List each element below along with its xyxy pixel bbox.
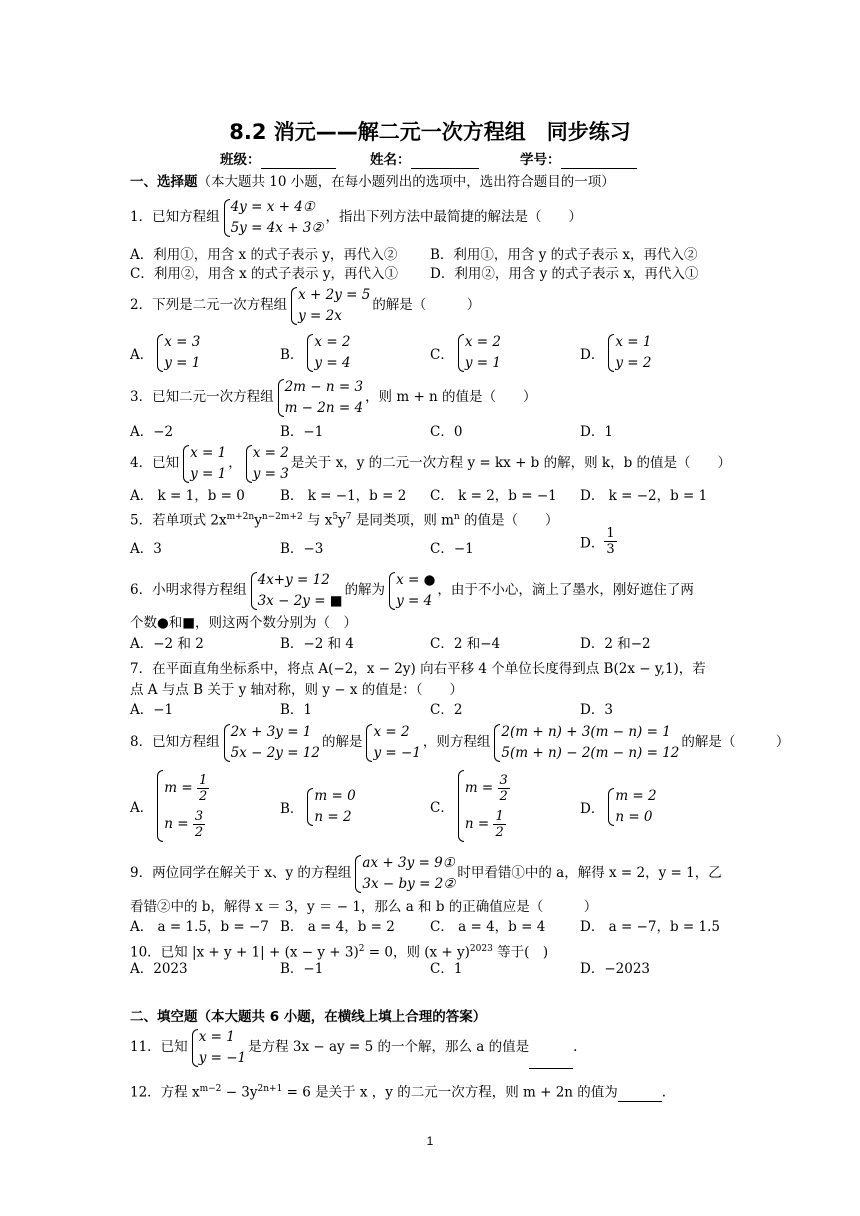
q8-system-1: 2x + 3y = 1 5x − 2y = 12 [222,722,320,764]
q7-option-a[interactable]: A．−1 [130,702,174,718]
q1-tail: ，指出下列方法中最简捷的解法是（ ） [325,209,582,225]
q10-option-c[interactable]: C．1 [430,961,463,977]
q3-option-a[interactable]: A．−2 [130,424,174,440]
q2-option-a[interactable]: A． x = 3 y = 1 [130,332,202,374]
q3-option-b[interactable]: B．−1 [280,424,324,440]
q7-option-c[interactable]: C．2 [430,702,463,718]
q6-line2: 个数●和■，则这两个数分别为（ ） [130,615,358,631]
q2-tail: 的解是（ ） [372,297,481,313]
q6-stem: 6．小明求得方程组 4x+y = 12 3x − 2y = ■ 的解为 x = ● y = 4 ，由于不小心，滴上了墨水，刚好遮住了两 [130,567,694,613]
section1-desc: （本大题共 10 小题，在每小题列出的选项中，选出符合题目的一项） [197,174,615,190]
q3-stem [130,376,537,419]
q7-line2: 点 A 与点 B 关于 y 轴对称，则 y − x 的值是：（ ） [130,682,464,698]
q4-tail: 是关于 x，y 的二元一次方程 y = kx + b 的解，则 k，b 的值是（ ） [290,455,732,471]
name-label: 姓名： [370,152,411,168]
q4-option-b[interactable]: B． k = −1，b = 2 [280,488,407,504]
id-label: 学号： [520,152,561,168]
q2-system [289,285,370,327]
section1-header [130,173,615,191]
class-blank[interactable] [261,154,336,169]
q5-option-b[interactable]: B．−3 [280,541,324,557]
q1-option-a[interactable]: A．利用①，用含 x 的式子表示 y，再代入② [130,247,398,263]
q1-eq2: 5y = 4x + 3② [230,219,324,236]
q12-answer-blank[interactable] [618,1087,662,1102]
q9-system: ax + 3y = 9① 3x − by = 2② [353,853,455,895]
q5-stem: 5．若单项式 $2x^{m+2n}y^{n-2m+2}$ 与 $x^5y^7$ 是同类项，则 $m^n$ 的值是（ ） [130,512,559,529]
q4-stem: 4．已知 x = 1 y = 1 ， x = 2 y = 3 是关于 x，y 的二元一次方程 y = kx + b 的解，则 k，b 的值是（ ） [130,442,731,485]
student-id-field [520,151,637,169]
q6-option-d[interactable]: D．2 和−2 [580,636,651,652]
q8-option-a[interactable]: A． m = $\frac{1}{2}$ n = $\frac{3}{2}$ [130,768,211,844]
q4-system-1: x = 1 y = 1 [181,443,226,485]
q1-system [222,197,324,239]
q4-system-2: x = 2 y = 3 [244,443,289,485]
q1-text: 1．已知方程组 [130,209,220,225]
q8-system-2: x = 2 y = −1 [364,722,420,764]
q5-option-a[interactable]: A．3 [130,541,162,557]
q9-line2: 看错②中的 b，解得 x ＝ 3，y ＝ − 1，那么 a 和 b 的正确值应是（ ） [130,899,598,915]
q3-option-d[interactable]: D．1 [580,424,613,440]
q9-option-b[interactable]: B． a = 4，b = 2 [280,919,395,935]
page-title: 8.2 消元——解二元一次方程组 同步练习 [229,120,631,144]
class-label: 班级： [220,152,261,168]
q9-option-c[interactable]: C． a = 4，b = 4 [430,919,546,935]
q10-stem: 10．已知 $|x + y + 1| + (x - y + 3)^2 = 0$，则 $(x + y)^{2023}$ 等于( ) [130,944,549,961]
q1-option-b[interactable]: B．利用①，用含 y 的式子表示 x，再代入② [430,247,698,263]
section2-heading: 二、填空题（本大题共 6 小题，在横线上填上合理的答案） [130,1009,487,1025]
q8-stem: 8．已知方程组 2x + 3y = 1 5x − 2y = 12 的解是 x = 2 y = −1 ，则方程组 2(m + n) + 3(m − n) = 1 5(m + n) − 2(m − n) = 12 的解是（ ） [130,721,789,764]
q3-eq2: m − 2n = 4 [284,399,364,416]
name-field [370,151,479,169]
q8-option-b[interactable]: B． m = 0 n = 2 [280,786,358,828]
q10-option-b[interactable]: B．−1 [280,961,324,977]
q2-text: 2．下列是二元一次方程组 [130,297,288,313]
q3-text: 3．已知二元一次方程组 [130,389,274,405]
page-number: 1 [426,1134,434,1148]
q5-option-c[interactable]: C．−1 [430,541,474,557]
name-blank[interactable] [411,154,479,169]
q2-option-b[interactable]: B． x = 2 y = 4 [280,332,353,374]
q4-option-d[interactable]: D． k = −2，b = 1 [580,488,708,504]
q7-option-d[interactable]: D．3 [580,702,613,718]
q7-line1: 7．在平面直角坐标系中，将点 A(−2，x − 2y) 向右平移 4 个单位长度得到点 B(2x − y,1)，若 [130,661,706,677]
section1-heading: 一、选择题 [130,174,198,190]
q2-stem [130,284,480,327]
class-field [220,151,336,169]
q3-option-c[interactable]: C．0 [430,424,463,440]
q4-option-a[interactable]: A． k = 1，b = 0 [130,488,245,504]
id-blank[interactable] [561,154,637,169]
q6-solution: x = ● y = 4 [387,570,435,612]
q9-option-a[interactable]: A． a = 1.5，b = −7 [130,919,269,935]
q4-option-c[interactable]: C． k = 2，b = −1 [430,488,557,504]
q11-stem: 11．已知 x = 1 y = −1 是方程 3x − ay = 5 的一个解，那么 a 的值是 . [130,1026,577,1069]
q2-eq2: y = 2x [298,307,342,324]
q2-eq1: x + 2y = 5 [298,286,371,303]
q10-option-a[interactable]: A．2023 [130,961,188,977]
q11-system: x = 1 y = −1 [190,1027,246,1069]
q10-option-d[interactable]: D．−2023 [580,961,650,977]
q4-text: 4．已知 [130,455,180,471]
q6-option-b[interactable]: B．−2 和 4 [280,636,354,652]
q5-option-d[interactable]: D． $\frac{1}{3}$ [580,526,615,557]
q6-option-a[interactable]: A．−2 和 2 [130,636,204,652]
q9-option-d[interactable]: D． a = −7，b = 1.5 [580,919,720,935]
q1-stem [130,196,582,239]
q8-option-d[interactable]: D． m = 2 n = 0 [580,786,659,828]
q1-eq1: 4y = x + 4① [230,198,315,215]
q12-stem: 12．方程 $x^{m-2} - 3y^{2n+1} = 6$ 是关于 x ，y 的二元一次方程，则 m + 2n 的值为 . [130,1084,667,1101]
q3-eq1: 2m − n = 3 [284,378,364,395]
q1-option-d[interactable]: D．利用②，用含 y 的式子表示 x，再代入① [430,266,699,282]
q11-answer-blank[interactable] [529,1054,573,1069]
q9-stem: 9．两位同学在解关于 x、y 的方程组 ax + 3y = 9① 3x − by = 2② 时甲看错①中的 a，解得 x = 2，y = 1，乙 [130,852,722,895]
q8-system-3: 2(m + n) + 3(m − n) = 1 5(m + n) − 2(m − n) = 12 [492,722,679,764]
q1-option-c[interactable]: C．利用②，用含 x 的式子表示 y，再代入① [130,266,398,282]
q6-option-c[interactable]: C．2 和−4 [430,636,501,652]
q3-tail: ，则 m + n 的值是（ ） [365,389,537,405]
q8-option-c[interactable]: C． m = $\frac{3}{2}$ n = $\frac{1}{2}$ [430,768,512,844]
q7-option-b[interactable]: B．1 [280,702,313,718]
q3-system [276,377,363,419]
q2-option-c[interactable]: C． x = 2 y = 1 [430,332,503,374]
q2-option-d[interactable]: D． x = 1 y = 2 [580,332,653,374]
q6-system: 4x+y = 12 3x − 2y = ■ [249,570,343,612]
